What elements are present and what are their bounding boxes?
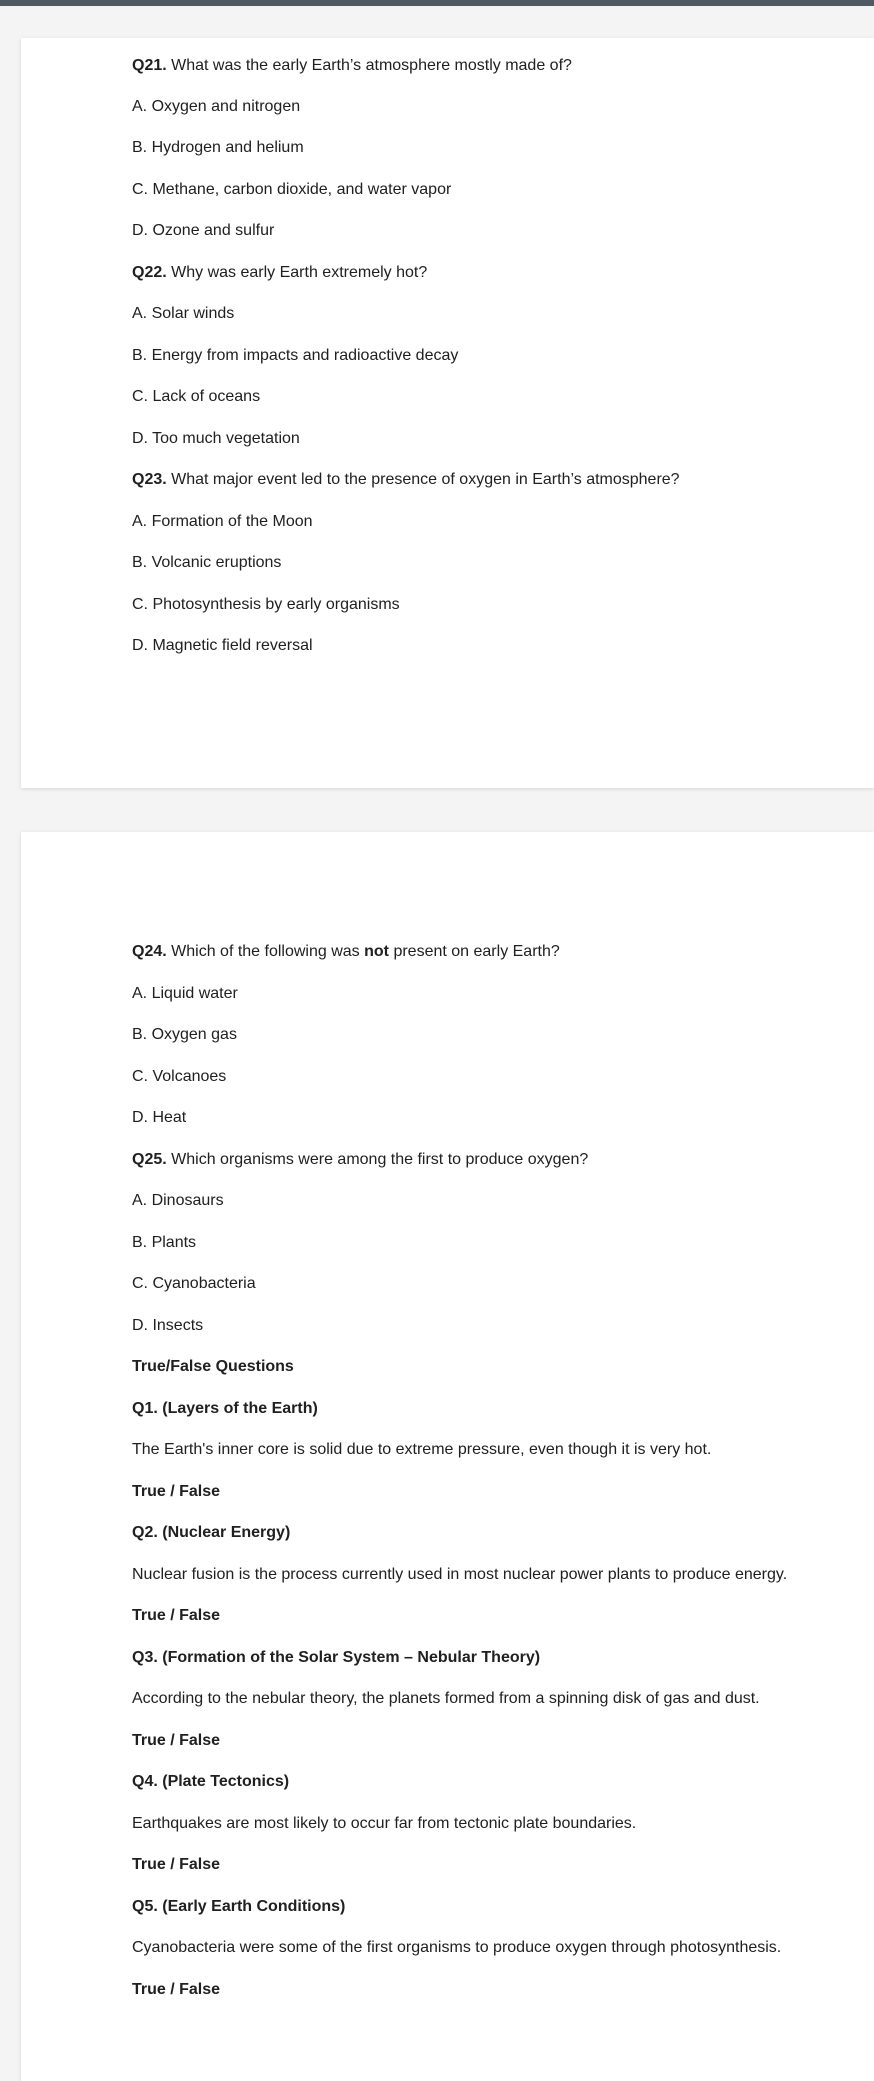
tf-statement: Nuclear fusion is the process currently used in most nuclear power plants to produce energy. bbox=[132, 1566, 788, 1583]
option-b: B. Volcanic eruptions bbox=[132, 554, 282, 571]
question-number: Q22. bbox=[132, 264, 167, 281]
question-text: What major event led to the presence of oxygen in Earth’s atmosphere? bbox=[171, 471, 680, 488]
option-b: B. Plants bbox=[132, 1234, 197, 1251]
option-a: A. Dinosaurs bbox=[132, 1192, 224, 1209]
option-c: C. Lack of oceans bbox=[132, 388, 261, 405]
question-number: Q24. bbox=[132, 943, 167, 960]
question-text: What was the early Earth’s atmosphere mostly made of? bbox=[171, 57, 572, 74]
tf-statement: Cyanobacteria were some of the first organisms to produce oxygen through photosynthesis. bbox=[132, 1939, 782, 1956]
option-c: C. Methane, carbon dioxide, and water vapor bbox=[132, 181, 452, 198]
option-d: D. Ozone and sulfur bbox=[132, 222, 275, 239]
tf-question-title: Q3. (Formation of the Solar System – Nebular Theory) bbox=[132, 1649, 541, 1666]
tf-statement: Earthquakes are most likely to occur far from tectonic plate boundaries. bbox=[132, 1815, 637, 1832]
option-d: D. Too much vegetation bbox=[132, 430, 300, 447]
option-b: B. Oxygen gas bbox=[132, 1026, 237, 1043]
tf-answer-choices: True / False bbox=[132, 1856, 221, 1873]
question-text: Why was early Earth extremely hot? bbox=[171, 264, 428, 281]
option-c: C. Cyanobacteria bbox=[132, 1275, 256, 1292]
question-text-after: present on early Earth? bbox=[393, 943, 560, 960]
option-d: D. Magnetic field reversal bbox=[132, 637, 313, 654]
tf-question-title: Q1. (Layers of the Earth) bbox=[132, 1400, 318, 1417]
option-d: D. Insects bbox=[132, 1317, 204, 1334]
option-c: C. Photosynthesis by early organisms bbox=[132, 596, 400, 613]
question-q25 bbox=[132, 1150, 588, 1170]
question-number: Q21. bbox=[132, 57, 167, 74]
option-a: A. Oxygen and nitrogen bbox=[132, 98, 301, 115]
question-number: Q25. bbox=[132, 1151, 167, 1168]
question-q24 bbox=[132, 942, 560, 962]
question-text: Which organisms were among the first to produce oxygen? bbox=[171, 1151, 589, 1168]
question-emphasis: not bbox=[364, 943, 389, 960]
section-heading-true-false: True/False Questions bbox=[132, 1358, 294, 1375]
question-q22 bbox=[132, 263, 427, 283]
tf-answer-choices: True / False bbox=[132, 1732, 221, 1749]
option-a: A. Formation of the Moon bbox=[132, 513, 313, 530]
option-b: B. Energy from impacts and radioactive decay bbox=[132, 347, 459, 364]
tf-answer-choices: True / False bbox=[132, 1981, 221, 1998]
document-page-2 bbox=[21, 832, 874, 2081]
top-toolbar-strip bbox=[0, 0, 874, 6]
option-d: D. Heat bbox=[132, 1109, 187, 1126]
question-q21 bbox=[132, 56, 572, 76]
option-a: A. Liquid water bbox=[132, 985, 238, 1002]
tf-statement: The Earth's inner core is solid due to extreme pressure, even though it is very hot. bbox=[132, 1441, 712, 1458]
tf-answer-choices: True / False bbox=[132, 1607, 221, 1624]
tf-question-title: Q4. (Plate Tectonics) bbox=[132, 1773, 290, 1790]
document-page-1 bbox=[21, 38, 874, 788]
tf-question-title: Q5. (Early Earth Conditions) bbox=[132, 1898, 346, 1915]
option-c: C. Volcanoes bbox=[132, 1068, 227, 1085]
question-number: Q23. bbox=[132, 471, 167, 488]
tf-statement: According to the nebular theory, the planets formed from a spinning disk of gas and dust. bbox=[132, 1690, 760, 1707]
option-b: B. Hydrogen and helium bbox=[132, 139, 304, 156]
question-q23 bbox=[132, 470, 680, 490]
option-a: A. Solar winds bbox=[132, 305, 235, 322]
question-text-before: Which of the following was bbox=[171, 943, 360, 960]
tf-question-title: Q2. (Nuclear Energy) bbox=[132, 1524, 291, 1541]
tf-answer-choices: True / False bbox=[132, 1483, 221, 1500]
